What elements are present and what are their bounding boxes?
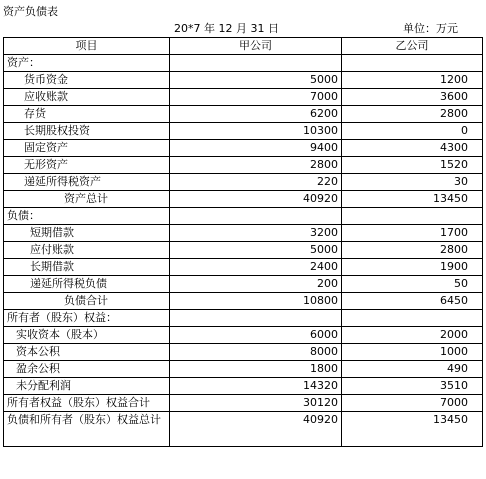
company-b-value xyxy=(342,55,483,72)
row-label: 长期股权投资 xyxy=(4,123,170,140)
table-row xyxy=(4,242,483,259)
table-row xyxy=(4,344,483,361)
company-a-value xyxy=(170,310,342,327)
company-b-value: 490 xyxy=(342,361,483,378)
row-label: 短期借款 xyxy=(4,225,170,242)
company-a-value: 2400 xyxy=(170,259,342,276)
row-label: 资产： xyxy=(4,55,170,72)
column-header-company-b: 乙公司 xyxy=(342,38,483,55)
company-a-value: 5000 xyxy=(170,72,342,89)
row-label: 实收资本（股本） xyxy=(4,327,170,344)
table-row xyxy=(4,327,483,344)
row-label: 资本公积 xyxy=(4,344,170,361)
row-label: 存货 xyxy=(4,106,170,123)
company-b-value: 4300 xyxy=(342,140,483,157)
table-row xyxy=(4,293,483,310)
company-b-value: 13450 xyxy=(342,412,483,447)
company-b-value: 1000 xyxy=(342,344,483,361)
table-row xyxy=(4,310,483,327)
row-label: 固定资产 xyxy=(4,140,170,157)
table-row xyxy=(4,208,483,225)
row-label: 应收账款 xyxy=(4,89,170,106)
company-b-value: 0 xyxy=(342,123,483,140)
row-label: 资产总计 xyxy=(4,191,170,208)
document-title: 资产负债表 xyxy=(3,5,58,18)
company-a-value: 10300 xyxy=(170,123,342,140)
company-b-value: 3600 xyxy=(342,89,483,106)
table-row xyxy=(4,395,483,412)
company-b-value: 2800 xyxy=(342,242,483,259)
row-label: 未分配利润 xyxy=(4,378,170,395)
company-a-value: 10800 xyxy=(170,293,342,310)
company-a-value xyxy=(170,208,342,225)
header-row xyxy=(4,38,483,55)
company-a-value: 40920 xyxy=(170,191,342,208)
row-label: 货币资金 xyxy=(4,72,170,89)
company-a-value: 14320 xyxy=(170,378,342,395)
company-a-value: 30120 xyxy=(170,395,342,412)
company-b-value: 2800 xyxy=(342,106,483,123)
company-a-value: 8000 xyxy=(170,344,342,361)
company-b-value: 30 xyxy=(342,174,483,191)
company-b-value: 50 xyxy=(342,276,483,293)
company-a-value: 5000 xyxy=(170,242,342,259)
balance-sheet-table xyxy=(3,37,483,447)
table-row xyxy=(4,276,483,293)
company-a-value: 200 xyxy=(170,276,342,293)
table-row xyxy=(4,191,483,208)
company-a-value: 220 xyxy=(170,174,342,191)
company-b-value: 1700 xyxy=(342,225,483,242)
company-a-value: 3200 xyxy=(170,225,342,242)
column-header-item: 项目 xyxy=(4,38,170,55)
company-b-value xyxy=(342,310,483,327)
company-a-value: 2800 xyxy=(170,157,342,174)
company-b-value: 7000 xyxy=(342,395,483,412)
company-a-value: 6200 xyxy=(170,106,342,123)
unit-label: 单位：万元 xyxy=(403,22,458,35)
company-a-value: 7000 xyxy=(170,89,342,106)
table-row xyxy=(4,225,483,242)
company-b-value: 6450 xyxy=(342,293,483,310)
company-a-value: 6000 xyxy=(170,327,342,344)
table-row xyxy=(4,259,483,276)
table-row xyxy=(4,361,483,378)
table-row xyxy=(4,123,483,140)
row-label: 递延所得税资产 xyxy=(4,174,170,191)
company-b-value: 1520 xyxy=(342,157,483,174)
report-date: 20*7 年 12 月 31 日 xyxy=(174,22,279,35)
company-a-value: 1800 xyxy=(170,361,342,378)
row-label: 负债： xyxy=(4,208,170,225)
company-b-value: 1900 xyxy=(342,259,483,276)
company-a-value: 9400 xyxy=(170,140,342,157)
table-row xyxy=(4,378,483,395)
table-row xyxy=(4,157,483,174)
column-header-company-a: 甲公司 xyxy=(170,38,342,55)
company-b-value: 1200 xyxy=(342,72,483,89)
table-row xyxy=(4,140,483,157)
row-label: 盈余公积 xyxy=(4,361,170,378)
company-a-value xyxy=(170,55,342,72)
row-label: 所有者（股东）权益： xyxy=(4,310,170,327)
row-label: 负债合计 xyxy=(4,293,170,310)
row-label: 负债和所有者（股东）权益总计 xyxy=(4,412,170,447)
table-row xyxy=(4,412,483,447)
company-b-value xyxy=(342,208,483,225)
row-label: 无形资产 xyxy=(4,157,170,174)
row-label: 应付账款 xyxy=(4,242,170,259)
company-b-value: 3510 xyxy=(342,378,483,395)
row-label: 所有者权益（股东）权益合计 xyxy=(4,395,170,412)
company-b-value: 13450 xyxy=(342,191,483,208)
table-row xyxy=(4,72,483,89)
table-row xyxy=(4,55,483,72)
row-label: 长期借款 xyxy=(4,259,170,276)
table-row xyxy=(4,106,483,123)
table-row xyxy=(4,89,483,106)
company-b-value: 2000 xyxy=(342,327,483,344)
company-a-value: 40920 xyxy=(170,412,342,447)
table-row xyxy=(4,174,483,191)
row-label: 递延所得税负债 xyxy=(4,276,170,293)
